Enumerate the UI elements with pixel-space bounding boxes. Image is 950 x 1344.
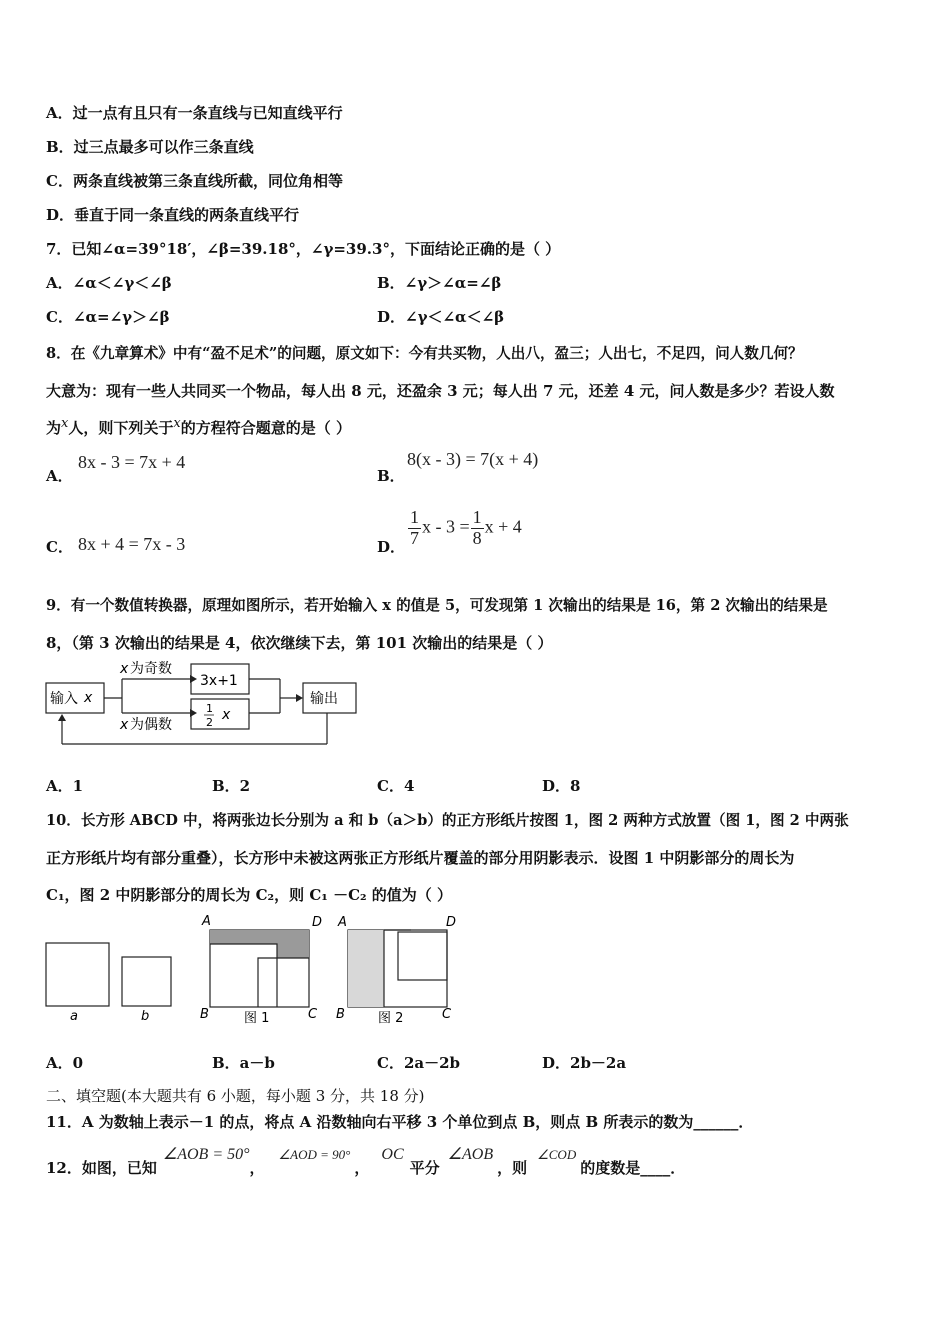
svg-text:D: D <box>312 915 323 930</box>
svg-text:C: C <box>442 1007 452 1022</box>
q8-option-b-equation: 8(x - 3) = 7(x + 4) <box>407 449 539 469</box>
q7-option-a: A．∠α＜∠γ＜∠β <box>46 274 172 292</box>
svg-text:B: B <box>200 1007 209 1022</box>
flow-box-odd: 3x+1 <box>200 673 238 689</box>
q8-option-b-label: B． <box>377 467 405 485</box>
svg-text:a: a <box>70 1009 78 1024</box>
fig1-label: 图 1 <box>244 1011 270 1026</box>
square-a <box>46 943 109 1006</box>
q9-option-c: C．4 <box>377 777 415 795</box>
q8-line1: 8．在《九章算术》中有“盈不足术”的问题，原文如下：今有共买物，人出八，盈三；人出七，不足四，问人数几何？ <box>46 345 803 362</box>
q10-option-b: B．a－b <box>212 1054 275 1072</box>
svg-text:A: A <box>338 915 347 930</box>
svg-text:x: x <box>120 717 129 733</box>
flow-odd-label: 为奇数 <box>130 661 172 677</box>
svg-text:C: C <box>308 1007 318 1022</box>
q9-option-d: D．8 <box>542 777 581 795</box>
figure-1 <box>200 914 322 1026</box>
q7-option-d: D．∠γ＜∠α＜∠β <box>377 308 505 326</box>
q8-option-a-equation: 8x - 3 = 7x + 4 <box>78 452 186 472</box>
q8-option-d-equation: $\frac{1}{7}$ x - 3 = $\frac{1}{8}$ x + 4 <box>410 507 522 548</box>
q8-option-c-equation: 8x + 4 = 7x - 3 <box>78 534 186 554</box>
q8-line3: 为x人，则下列关于x的方程符合题意的是（ ） <box>46 416 351 437</box>
fig2-label: 图 2 <box>378 1011 404 1026</box>
q6-option-a: A．过一点有且只有一条直线与已知直线平行 <box>46 104 343 122</box>
q10-line2: 正方形纸片均有部分重叠），长方形中未被这两张正方形纸片覆盖的部分用阴影表示．设图 1 中阴影部分的周长为 <box>46 849 795 867</box>
q9-option-b: B．2 <box>212 777 251 795</box>
square-b <box>122 957 171 1006</box>
q10-line1: 10．长方形 ABCD 中，将两张边长分别为 a 和 b（a＞b）的正方形纸片按图 1，图 2 两种方式放置（图 1，图 2 中两张 <box>46 812 849 829</box>
svg-text:D: D <box>446 915 457 930</box>
flow-even-label: 为偶数 <box>130 717 172 733</box>
figure-2 <box>336 915 456 1026</box>
svg-text:B: B <box>336 1007 345 1022</box>
q10-line3: C₁，图 2 中阴影部分的周长为 C₂，则 C₁ －C₂ 的值为（ ） <box>46 886 453 904</box>
q12-text: 12．如图，已知∠AOB = 50°，∠AOD = 90°，OC平分∠AOB，则∠COD的度数是____． <box>46 1146 686 1177</box>
q9-line2: 8，（第 3 次输出的结果是 4，依次继续下去，第 101 次输出的结果是（ ） <box>46 634 553 652</box>
q8-option-c-label: C． <box>46 538 73 556</box>
svg-text:1: 1 <box>206 702 213 715</box>
svg-text:b: b <box>141 1009 150 1024</box>
q9-option-a: A．1 <box>46 777 84 795</box>
svg-text:x: x <box>84 690 93 706</box>
flow-input-label: 输入 <box>50 691 78 707</box>
svg-text:2: 2 <box>206 716 213 729</box>
q10-figures <box>40 910 470 1030</box>
q11-text: 11．A 为数轴上表示－1 的点，将点 A 沿数轴向右平移 3 个单位到点 B，则点 B 所表示的数为______． <box>46 1113 754 1131</box>
q9-flowchart <box>40 655 370 755</box>
svg-text:x: x <box>120 661 129 677</box>
q10-option-c: C．2a－2b <box>377 1054 461 1072</box>
q7-option-b: B．∠γ＞∠α=∠β <box>377 274 502 292</box>
q9-line1: 9．有一个数值转换器，原理如图所示，若开始输入 x 的值是 5，可发现第 1 次输出的结果是 16，第 2 次输出的结果是 <box>46 597 828 614</box>
q8-option-d-label: D． <box>377 538 406 556</box>
q6-option-c: C．两条直线被第三条直线所截，同位角相等 <box>46 172 343 190</box>
q8-line2: 大意为：现有一些人共同买一个物品，每人出 8 元，还盈余 3 元；每人出 7 元，还差 4 元，问人数是多少？若设人数 <box>46 382 835 400</box>
q8-option-a-label: A． <box>46 467 73 485</box>
section-2-title: 二、填空题(本大题共有 6 小题，每小题 3 分，共 18 分) <box>46 1087 425 1105</box>
q10-option-d: D．2b－2a <box>542 1054 627 1072</box>
flow-output-label: 输出 <box>310 691 338 707</box>
q7-stem: 7．已知∠α=39°18′，∠β=39.18°，∠γ=39.3°，下面结论正确的是（ ） <box>46 240 561 258</box>
q6-option-b: B．过三点最多可以作三条直线 <box>46 138 254 156</box>
q7-option-c: C．∠α=∠γ＞∠β <box>46 308 170 326</box>
svg-text:A: A <box>202 914 211 929</box>
svg-text:x: x <box>222 707 231 723</box>
q6-option-d: D．垂直于同一条直线的两条直线平行 <box>46 206 300 224</box>
q10-option-a: A．0 <box>46 1054 84 1072</box>
